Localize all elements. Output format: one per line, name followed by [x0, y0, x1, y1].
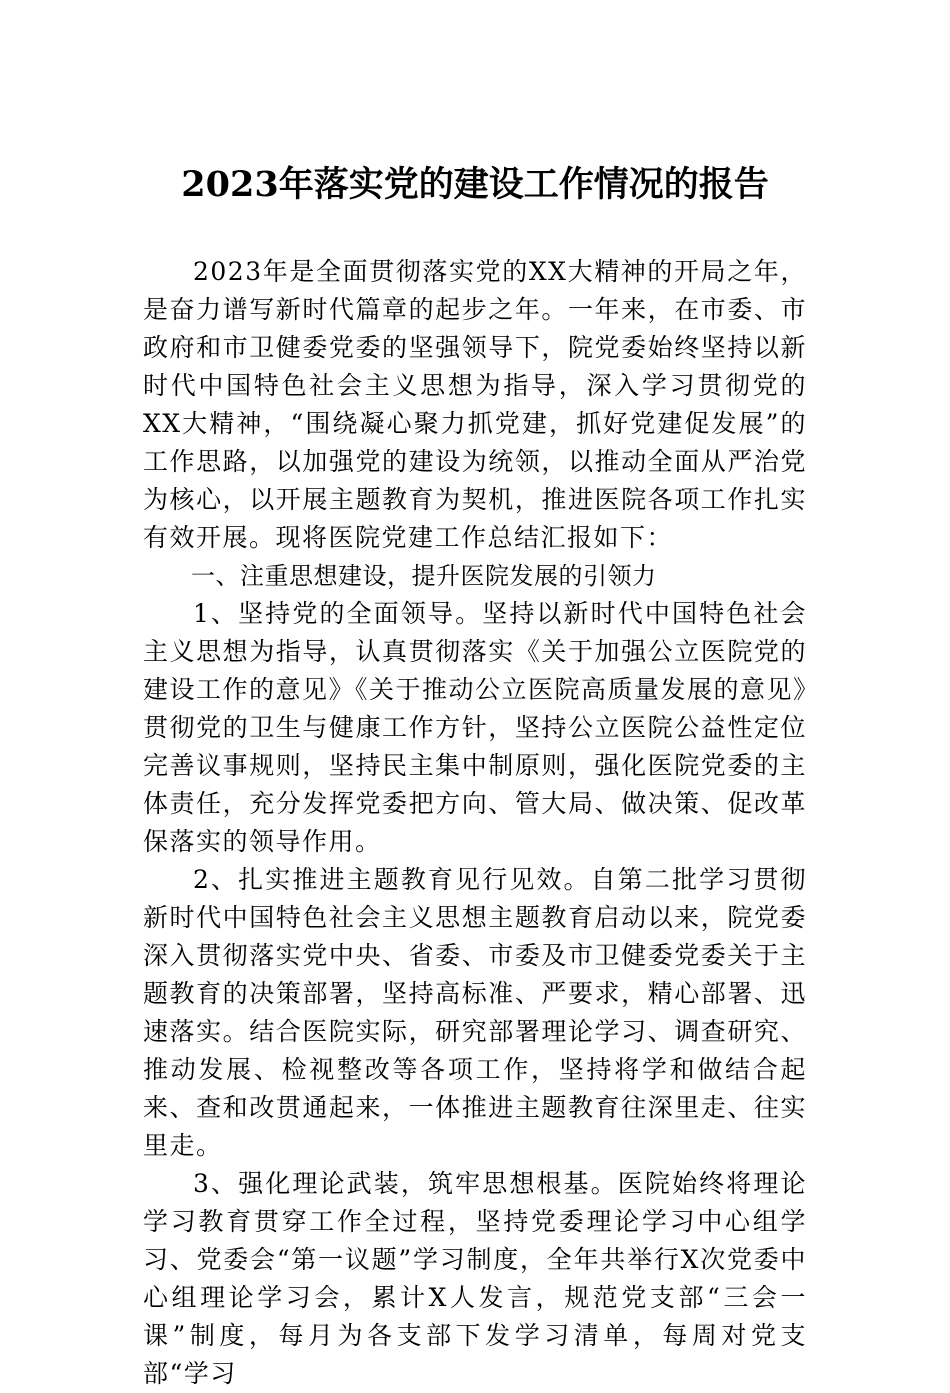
item-paragraph-1: 1、坚持党的全面领导。坚持以新时代中国特色社会主义思想为指导，认真贯彻落实《关于加强公立医院党的建设工作的意见》《关于推动公立医院高质量发展的意见》贯彻党的卫生与健康工作方针，坚持公立医院公益性定位完善议事规则，坚持民主集中制原则，强化医院党委的主体责任，充分发挥党委把方向、管大局、做决策、促改革保落实的领导作用。	[143, 599, 808, 856]
item-paragraph-3: 3、强化理论武装，筑牢思想根基。医院始终将理论学习教育贯穿工作全过程，坚持党委理论学习中心组学习、党委会“第一议题”学习制度，全年共举行X次党委中心组理论学习会，累计X人发言，规范党支部“三会一课”制度，每月为各支部下发学习清单，每周对党支部“学习	[143, 1169, 807, 1388]
section-heading: 一、注重思想建设，提升医院发展的引领力	[191, 562, 657, 590]
document-body	[143, 253, 807, 1393]
document-title: 2023年落实党的建设工作情况的报告	[181, 164, 769, 205]
item-paragraph-2: 2、扎实推进主题教育见行见效。自第二批学习贯彻新时代中国特色社会主义思想主题教育启动以来，院党委深入贯彻落实党中央、省委、市委及市卫健委党委关于主题教育的决策部署，坚持高标准、严要求，精心部署、迅速落实。结合医院实际，研究部署理论学习、调查研究、推动发展、检视整改等各项工作，坚持将学和做结合起来、查和改贯通起来，一体推进主题教育往深里走、往实里走。	[143, 865, 807, 1160]
intro-paragraph: 2023年是全面贯彻落实党的XX大精神的开局之年，是奋力谱写新时代篇章的起步之年。一年来，在市委、市政府和市卫健委党委的坚强领导下，院党委始终坚持以新时代中国特色社会主义思想为指导，深入学习贯彻党的XX大精神，“围绕凝心聚力抓党建，抓好党建促发展”的工作思路，以加强党的建设为统领，以推动全面从严治党为核心，以开展主题教育为契机，推进医院各项工作扎实有效开展。现将医院党建工作总结汇报如下：	[143, 257, 807, 552]
